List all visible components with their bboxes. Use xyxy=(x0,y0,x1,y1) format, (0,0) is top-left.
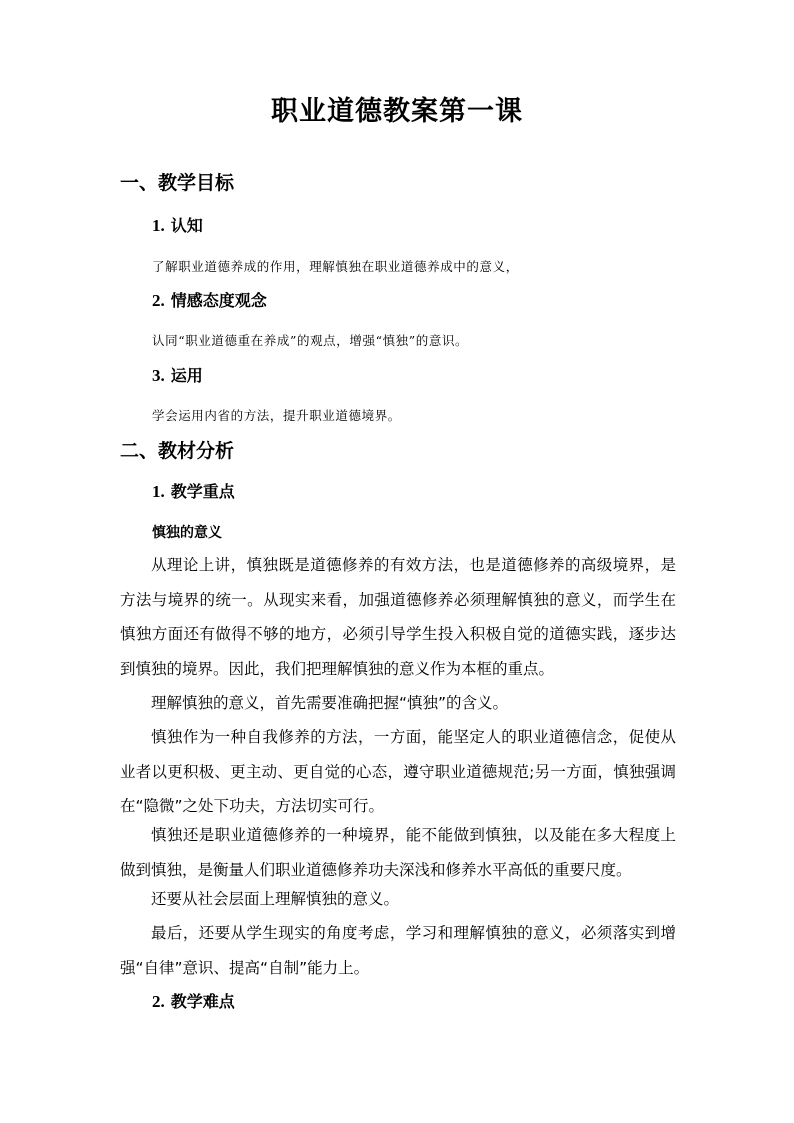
subsection-number: 2. xyxy=(152,992,165,1011)
body-text-attitude: 认同“职业道德重在养成”的观点，增强“慎独”的意识。 xyxy=(152,333,469,348)
subsection-heading-application xyxy=(152,364,203,388)
subsection-label: 运用 xyxy=(170,366,203,385)
subsection-number: 2. xyxy=(152,291,165,310)
subsection-number: 3. xyxy=(152,366,165,385)
body-text-cognition: 了解职业道德养成的作用，理解慎独在职业道德养成中的意义， xyxy=(152,259,519,274)
subsection-label: 教学重点 xyxy=(170,482,235,501)
document-title: 职业道德教案第一课 xyxy=(271,96,523,127)
subsection-heading-key-points xyxy=(152,480,235,504)
section-heading-material-analysis: 二、教材分析 xyxy=(120,440,235,462)
subsection-label: 情感态度观念 xyxy=(170,291,267,310)
subsection-label: 教学难点 xyxy=(170,992,235,1011)
paragraph: 慎独还是职业道德修养的一种境界，能不能做到慎独，以及能在多大程度上做到慎独，是衡量人们职业道德修养功夫深浅和修养水平高低的重要尺度。 xyxy=(120,826,676,879)
subsection-number: 1. xyxy=(152,216,165,235)
subsection-number: 1. xyxy=(152,482,165,501)
subsection-heading-attitude xyxy=(152,289,267,313)
subsection-label: 认知 xyxy=(170,216,203,235)
paragraph: 从理论上讲，慎独既是道德修养的有效方法，也是道德修养的高级境界，是方法与境界的统一。从现实来看，加强道德修养必须理解慎独的意义，而学生在慎独方面还有做得不够的地方，必须引导学生投入积极自觉的道德实践，逐步达到慎独的境界。因此，我们把理解慎独的意义作为本框的重点。 xyxy=(120,556,676,678)
paragraph: 慎独作为一种自我修养的方法，一方面，能坚定人的职业道德信念，促使从业者以更积极、更主动、更自觉的心态，遵守职业道德规范;另一方面，慎独强调在“隐微”之处下功夫，方法切实可行。 xyxy=(120,728,676,815)
paragraph: 还要从社会层面上理解慎独的意义。 xyxy=(151,890,400,908)
paragraph: 理解慎独的意义，首先需要准确把握“慎独”的含义。 xyxy=(151,694,509,712)
subsection-heading-cognition xyxy=(152,214,203,238)
body-text-application: 学会运用内省的方法，提升职业道德境界。 xyxy=(152,408,401,423)
subheading-meaning-of-shendu: 慎独的意义 xyxy=(152,525,222,541)
subsection-heading-difficulties xyxy=(152,990,235,1014)
section-heading-teaching-goals: 一、教学目标 xyxy=(120,172,235,194)
paragraph: 最后，还要从学生现实的角度考虑，学习和理解慎独的意义，必须落实到增强“自律”意识、提高“自制”能力上。 xyxy=(120,924,676,977)
